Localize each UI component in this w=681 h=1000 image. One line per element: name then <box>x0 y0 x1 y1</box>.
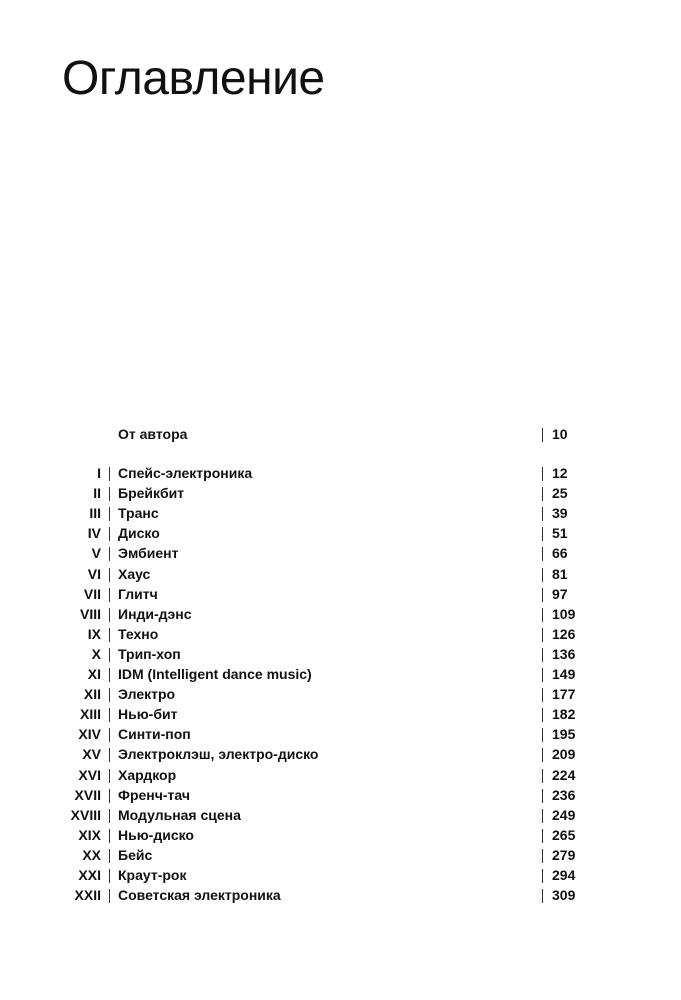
toc-entry[interactable] <box>0 584 681 604</box>
chapter-number: XIII <box>79 706 101 723</box>
toc-entry-page: 51 <box>552 525 568 542</box>
page-separator <box>542 769 543 783</box>
toc-entry-page: 12 <box>552 465 568 482</box>
chapter-number: XVIII <box>70 806 101 823</box>
chapter-number: VII <box>83 585 101 602</box>
chapter-number: XVI <box>78 766 101 783</box>
toc-entry-page: 309 <box>552 887 576 904</box>
toc-entry-page: 97 <box>552 585 568 602</box>
toc-entry-title: Электро <box>118 686 176 703</box>
chapter-number: XXI <box>78 866 101 883</box>
page-separator <box>542 809 543 823</box>
toc-entry[interactable] <box>0 463 681 483</box>
toc-entry[interactable] <box>0 704 681 724</box>
page-separator <box>542 789 543 803</box>
toc-entry-title: Диско <box>118 525 160 542</box>
page-separator <box>542 849 543 863</box>
page-separator <box>542 708 543 722</box>
toc-entry-title: Нью-бит <box>118 706 178 723</box>
toc-entry-title: Спейс-электроника <box>118 465 253 482</box>
chapter-number: III <box>89 505 101 522</box>
toc-entry[interactable] <box>0 765 681 785</box>
chapter-number: XVII <box>74 786 101 803</box>
toc-entry-title: IDM (Intelligent dance music) <box>118 666 312 683</box>
page-separator <box>542 688 543 702</box>
page-separator <box>542 648 543 662</box>
toc-entry-page: 10 <box>552 426 568 442</box>
page-separator <box>542 889 543 903</box>
toc-entry-title: Транс <box>118 505 159 522</box>
page-separator <box>542 869 543 883</box>
toc-entry-page: 249 <box>552 806 576 823</box>
toc-entry-title: Краут-рок <box>118 866 187 883</box>
chapter-number: XIV <box>78 726 101 743</box>
toc-entry-page: 265 <box>552 826 576 843</box>
toc-entry[interactable] <box>0 865 681 885</box>
chapter-number: XI <box>87 666 101 683</box>
toc-entry-title: Френч-тач <box>118 786 190 803</box>
toc-entry[interactable] <box>0 543 681 563</box>
toc-entry[interactable] <box>0 724 681 744</box>
toc-entry-title: Глитч <box>118 585 158 602</box>
number-separator <box>109 527 110 541</box>
number-separator <box>109 668 110 682</box>
number-separator <box>109 547 110 561</box>
toc-entry[interactable] <box>0 503 681 523</box>
toc-entry-page: 236 <box>552 786 576 803</box>
number-separator <box>109 849 110 863</box>
toc-entry-title: Брейкбит <box>118 485 185 502</box>
toc-entry-title: Модульная сцена <box>118 806 241 823</box>
toc-entry-page: 294 <box>552 866 576 883</box>
page-separator <box>542 728 543 742</box>
chapter-list <box>0 463 681 905</box>
number-separator <box>109 809 110 823</box>
toc-entry-title: Нью-диско <box>118 826 194 843</box>
toc-entry[interactable] <box>0 624 681 644</box>
toc-entry-intro[interactable] <box>0 424 681 444</box>
toc-entry-title: Инди-дэнс <box>118 605 192 622</box>
toc-entry-title: Трип-хоп <box>118 645 181 662</box>
number-separator <box>109 869 110 883</box>
page-separator <box>542 628 543 642</box>
toc-entry[interactable] <box>0 885 681 905</box>
toc-entry[interactable] <box>0 564 681 584</box>
page-separator <box>542 428 543 442</box>
chapter-number: II <box>93 485 101 502</box>
number-separator <box>109 708 110 722</box>
toc-entry-title: Бейс <box>118 846 153 863</box>
toc-entry[interactable] <box>0 825 681 845</box>
page-separator <box>542 547 543 561</box>
number-separator <box>109 507 110 521</box>
toc-entry-page: 136 <box>552 645 576 662</box>
toc-entry-title: Хаус <box>118 565 151 582</box>
number-separator <box>109 648 110 662</box>
toc-entry-page: 109 <box>552 605 576 622</box>
toc-entry-title: Хардкор <box>118 766 177 783</box>
page-separator <box>542 527 543 541</box>
number-separator <box>109 608 110 622</box>
page-separator <box>542 568 543 582</box>
toc-entry-page: 224 <box>552 766 576 783</box>
number-separator <box>109 588 110 602</box>
chapter-number: IV <box>87 525 101 542</box>
toc-entry-page: 25 <box>552 485 568 502</box>
toc-entry-title: Техно <box>118 625 159 642</box>
number-separator <box>109 889 110 903</box>
toc-entry-page: 182 <box>552 706 576 723</box>
toc-entry[interactable] <box>0 523 681 543</box>
page-separator <box>542 467 543 481</box>
chapter-number: XIX <box>78 826 101 843</box>
toc-entry-page: 66 <box>552 545 568 562</box>
table-of-contents <box>0 424 681 905</box>
toc-entry[interactable] <box>0 684 681 704</box>
chapter-number: XV <box>82 746 101 763</box>
chapter-number: I <box>97 465 101 482</box>
chapter-number: XXII <box>74 887 101 904</box>
page-title: Оглавление <box>62 52 325 105</box>
page-separator <box>542 608 543 622</box>
toc-entry-page: 149 <box>552 666 576 683</box>
chapter-number: XX <box>82 846 101 863</box>
toc-entry[interactable] <box>0 744 681 764</box>
page-separator <box>542 748 543 762</box>
chapter-number: IX <box>87 625 101 642</box>
number-separator <box>109 568 110 582</box>
number-separator <box>109 769 110 783</box>
toc-entry[interactable] <box>0 785 681 805</box>
number-separator <box>109 789 110 803</box>
number-separator <box>109 829 110 843</box>
toc-entry[interactable] <box>0 604 681 624</box>
number-separator <box>109 688 110 702</box>
toc-entry[interactable] <box>0 483 681 503</box>
toc-entry-page: 195 <box>552 726 576 743</box>
toc-entry-page: 177 <box>552 686 576 703</box>
number-separator <box>109 748 110 762</box>
toc-entry-page: 39 <box>552 505 568 522</box>
toc-entry-title: От автора <box>118 426 188 442</box>
page-separator <box>542 668 543 682</box>
number-separator <box>109 467 110 481</box>
chapter-number: X <box>91 645 101 662</box>
number-separator <box>109 487 110 501</box>
chapter-number: VI <box>87 565 101 582</box>
number-separator <box>109 628 110 642</box>
number-separator <box>109 728 110 742</box>
toc-entry[interactable] <box>0 845 681 865</box>
page-separator <box>542 487 543 501</box>
toc-entry-page: 209 <box>552 746 576 763</box>
chapter-number: VIII <box>79 605 101 622</box>
page-separator <box>542 829 543 843</box>
toc-entry-page: 279 <box>552 846 576 863</box>
toc-entry-page: 81 <box>552 565 568 582</box>
page-separator <box>542 507 543 521</box>
toc-entry-title: Синти-поп <box>118 726 191 743</box>
chapter-number: V <box>91 545 101 562</box>
page-separator <box>542 588 543 602</box>
toc-entry-title: Советская электроника <box>118 887 281 904</box>
toc-entry-title: Электроклэш, электро-диско <box>118 746 319 763</box>
toc-entry[interactable] <box>0 664 681 684</box>
toc-entry-title: Эмбиент <box>118 545 179 562</box>
toc-entry-page: 126 <box>552 625 576 642</box>
toc-entry[interactable] <box>0 644 681 664</box>
chapter-number: XII <box>83 686 101 703</box>
toc-entry[interactable] <box>0 805 681 825</box>
